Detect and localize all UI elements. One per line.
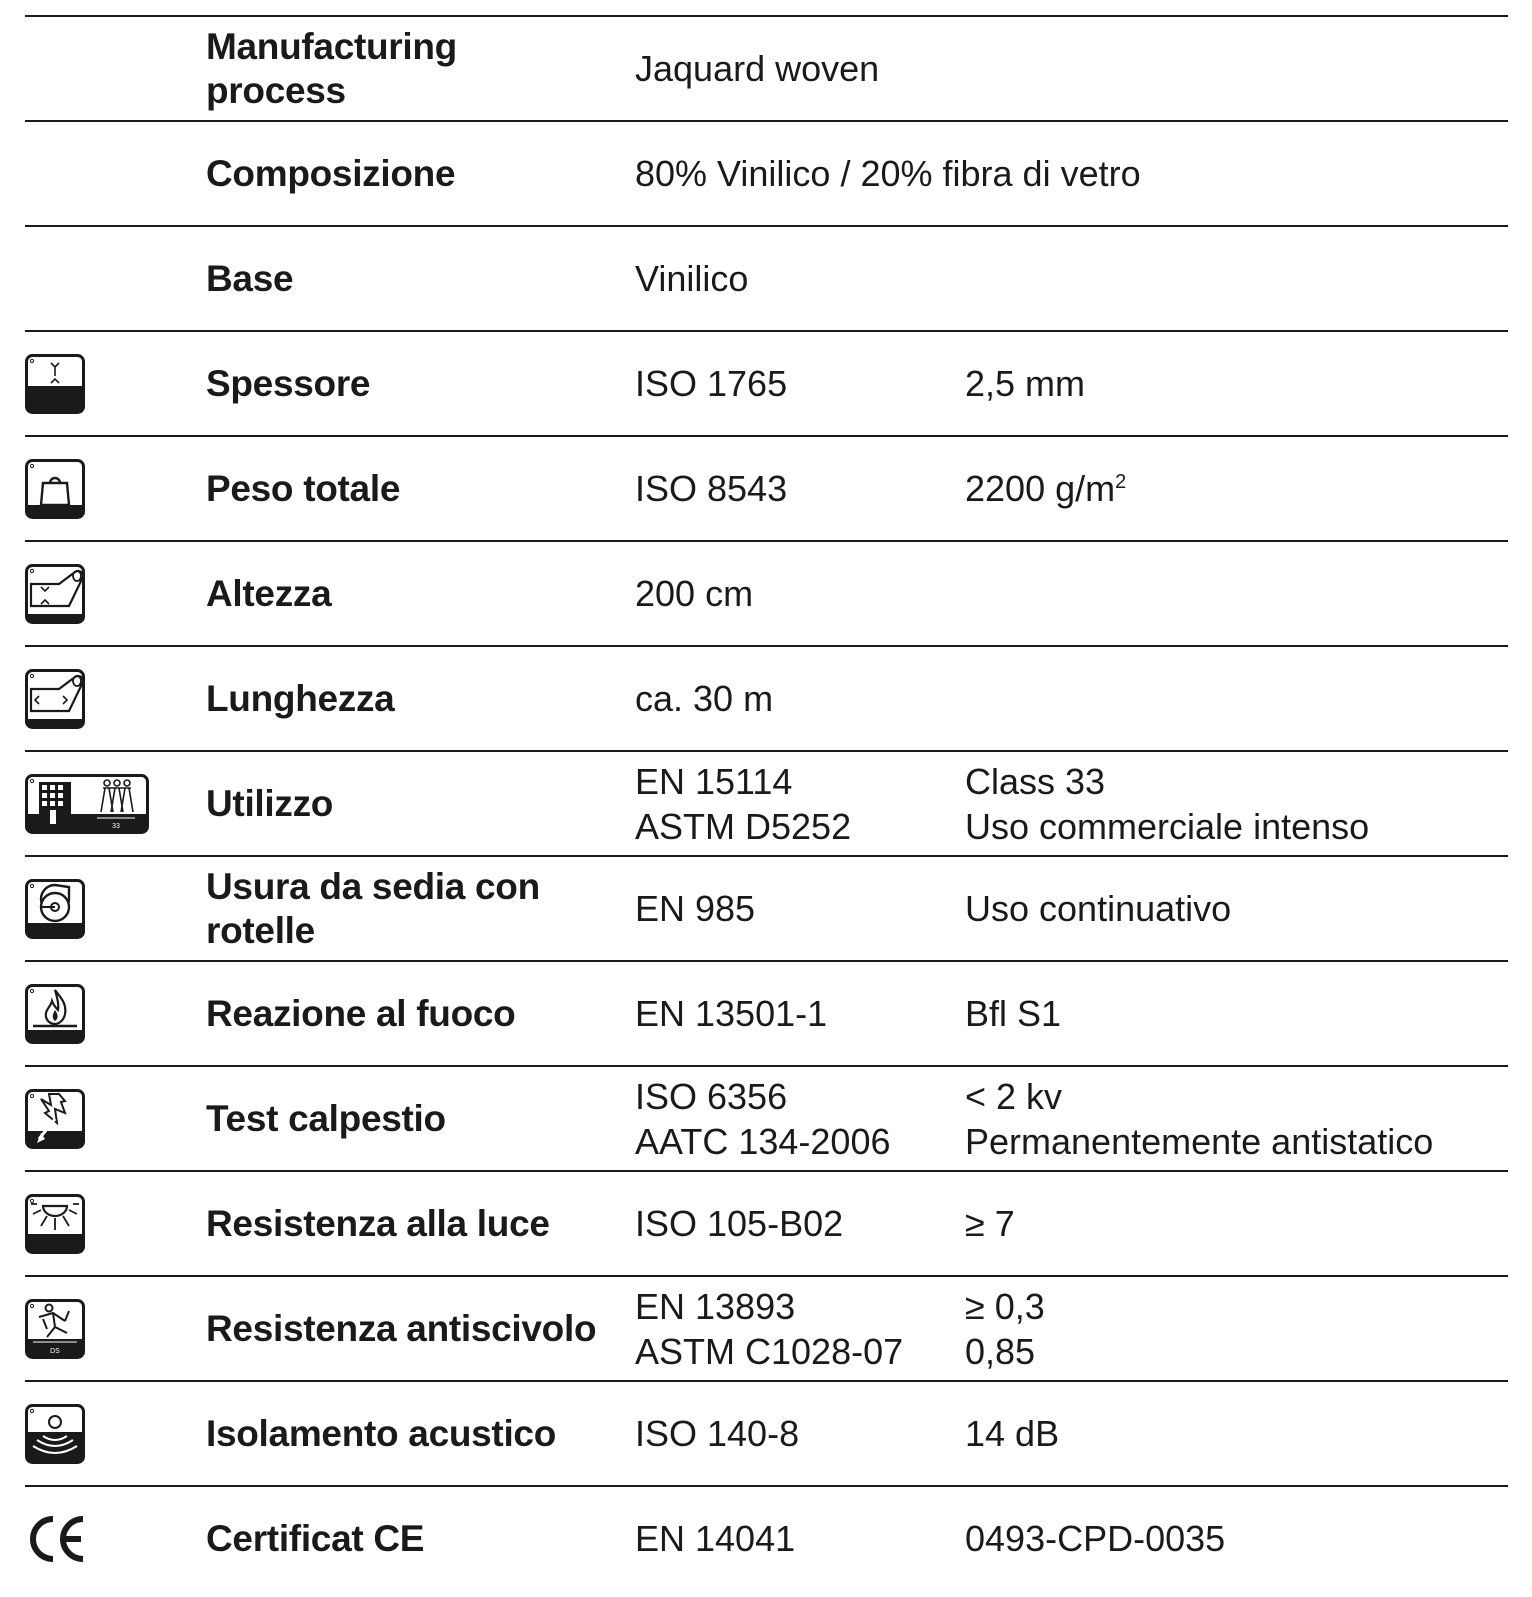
spec-label: Composizione [206, 152, 456, 194]
spec-label: Resistenza alla luce [206, 1202, 550, 1244]
spec-row-lunghezza [25, 647, 1508, 752]
svg-text:33: 33 [112, 822, 120, 830]
spec-value: Uso commerciale intenso [965, 805, 1370, 847]
spec-label: Isolamento acustico [206, 1412, 557, 1454]
spec-row-acustico [25, 1382, 1508, 1487]
spec-label: Certificat CE [206, 1517, 425, 1559]
spec-label: Utilizzo [206, 782, 334, 824]
spec-value: Bfl S1 [965, 993, 1062, 1034]
spec-standard: AATC 134-2006 [635, 1120, 891, 1162]
spec-row-spessore [25, 332, 1508, 437]
spec-standard: EN 985 [635, 888, 756, 929]
slip-resistance-icon [25, 1299, 85, 1359]
spec-value: ca. 30 m [635, 678, 774, 719]
spec-value: 0493-CPD-0035 [965, 1518, 1226, 1559]
spec-row-altezza [25, 542, 1508, 647]
spec-row-manufacturing [25, 17, 1508, 122]
roll-length-icon [25, 669, 85, 729]
spec-standard: EN 15114 [635, 760, 793, 802]
spec-label: Altezza [206, 572, 332, 614]
spec-label: Manufacturing process [206, 25, 457, 111]
spec-value: 200 cm [635, 573, 754, 614]
spec-standard: EN 13501-1 [635, 993, 828, 1034]
spec-standard: EN 13893 [635, 1285, 796, 1327]
spec-label: Base [206, 257, 294, 299]
thickness-icon [25, 354, 85, 414]
spec-standard: ISO 6356 [635, 1075, 788, 1117]
spec-value: ≥ 0,3 [965, 1285, 1045, 1327]
spec-standard: ISO 1765 [635, 363, 788, 404]
antistatic-icon [25, 1089, 85, 1149]
spec-row-composizione [25, 122, 1508, 227]
spec-value: < 2 kv [965, 1075, 1063, 1117]
ce-mark-icon [25, 1514, 87, 1564]
spec-table [25, 15, 1508, 1592]
spec-value: 0,85 [965, 1330, 1036, 1372]
spec-standard: ISO 140-8 [635, 1413, 800, 1454]
spec-label: Reazione al fuoco [206, 992, 516, 1034]
spec-row-fuoco [25, 962, 1508, 1067]
spec-value: 80% Vinilico / 20% fibra di vetro [635, 153, 1141, 194]
spec-label: Usura da sedia con [206, 865, 540, 907]
spec-value: Jaquard woven [635, 48, 880, 89]
spec-row-ce [25, 1487, 1508, 1592]
light-fastness-icon [25, 1194, 85, 1254]
spec-value: 14 dB [965, 1413, 1060, 1454]
spec-row-antiscivolo [25, 1277, 1508, 1382]
spec-standard: ASTM C1028-07 [635, 1330, 904, 1372]
spec-value: Class 33 [965, 760, 1106, 802]
svg-text:DS: DS [50, 1347, 60, 1355]
castor-chair-icon [25, 879, 85, 939]
spec-label: Spessore [206, 362, 371, 404]
spec-standard: ISO 105-B02 [635, 1203, 844, 1244]
spec-standard: EN 14041 [635, 1518, 796, 1559]
spec-value: Vinilico [635, 258, 749, 299]
spec-row-sedia-rotelle [25, 857, 1508, 962]
spec-label: Peso totale [206, 467, 401, 509]
spec-label: Test calpestio [206, 1097, 446, 1139]
spec-standard: ISO 8543 [635, 468, 788, 509]
fire-icon [25, 984, 85, 1044]
roll-height-icon [25, 564, 85, 624]
spec-row-test-calpestio [25, 1067, 1508, 1172]
spec-row-utilizzo [25, 752, 1508, 857]
acoustic-icon [25, 1404, 85, 1464]
spec-row-luce [25, 1172, 1508, 1277]
spec-label: Resistenza antiscivolo [206, 1307, 597, 1349]
spec-value: Uso continuativo [965, 888, 1232, 929]
spec-label: Lunghezza [206, 677, 395, 719]
spec-value: Permanentemente antistatico [965, 1120, 1434, 1162]
commercial-use-icon [25, 774, 149, 834]
spec-value: 2,5 mm [965, 363, 1086, 404]
spec-row-peso [25, 437, 1508, 542]
spec-label: rotelle [206, 909, 315, 951]
spec-value: ≥ 7 [965, 1203, 1015, 1244]
spec-row-base [25, 227, 1508, 332]
spec-value: 2200 $g/m^2$ [965, 468, 1127, 509]
weight-icon [25, 459, 85, 519]
spec-standard: ASTM D5252 [635, 805, 852, 847]
